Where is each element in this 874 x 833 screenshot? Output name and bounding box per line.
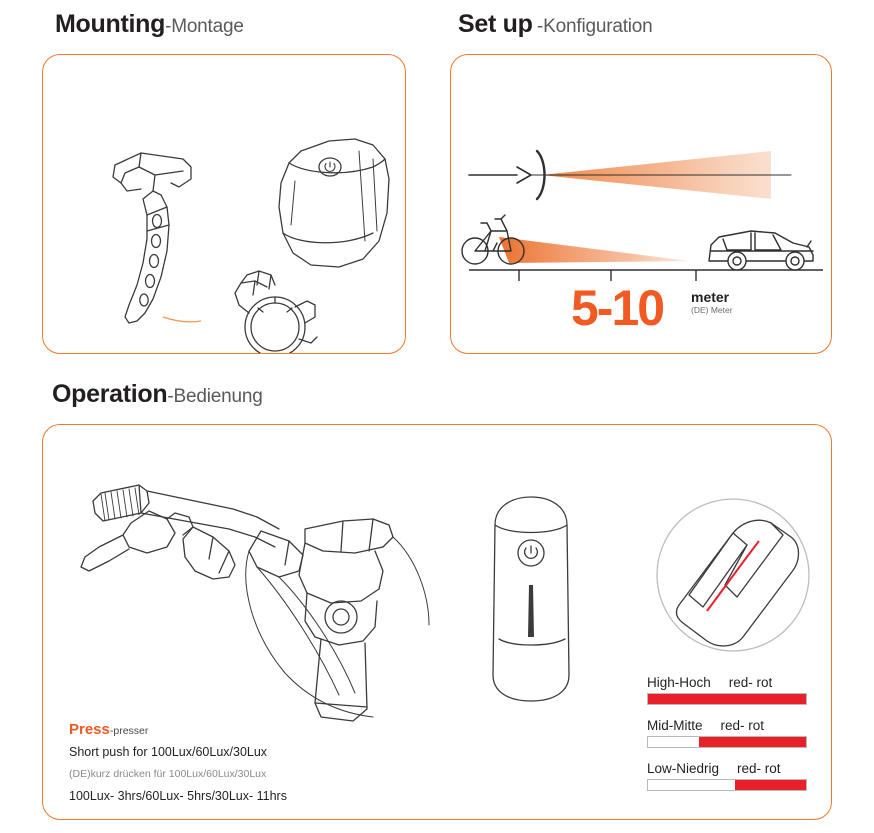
legend-color-high: red- rot: [728, 675, 773, 690]
legend-color-mid: red- rot: [720, 718, 765, 733]
operation-subtitle: -Bedienung: [167, 386, 263, 407]
operation-line-3: 100Lux- 3hrs/60Lux- 5hrs/30Lux- 11hrs: [69, 789, 287, 803]
legend-bar-high: [647, 693, 807, 705]
setup-unit-de: (DE) Meter: [691, 305, 733, 315]
legend-fill-high: [648, 694, 806, 704]
setup-heading: [458, 12, 653, 37]
mounting-title: Mounting: [55, 10, 166, 38]
legend-fill-low: [735, 780, 806, 790]
operation-line-2: (DE)kurz drücken für 100Lux/60Lux/30Lux: [69, 768, 267, 780]
press-word: Press: [69, 721, 110, 738]
setup-subtitle: -Konfiguration: [537, 16, 653, 37]
legend-row-high: [647, 675, 807, 705]
operation-line-1: Short push for 100Lux/60Lux/30Lux: [69, 745, 268, 759]
legend-row-low: [647, 761, 807, 791]
mounting-panel: [42, 54, 406, 354]
legend-level-high: High-Hoch: [647, 675, 711, 690]
mounting-heading: [55, 12, 244, 37]
legend-row-mid: [647, 718, 807, 748]
legend-level-low: Low-Niedrig: [647, 761, 720, 776]
brightness-legend: [647, 675, 807, 804]
setup-title: Set up: [458, 10, 533, 38]
press-line: [69, 722, 148, 738]
operation-title: Operation: [52, 380, 168, 408]
operation-heading: [52, 382, 263, 407]
setup-distance: 5-10: [571, 280, 664, 336]
setup-panel: [450, 54, 832, 354]
legend-color-low: red- rot: [737, 761, 781, 776]
legend-fill-mid: [699, 737, 806, 747]
legend-bar-mid: [647, 736, 807, 748]
mounting-illustration: [43, 55, 405, 353]
legend-level-mid: Mid-Mitte: [647, 718, 703, 733]
legend-bar-low: [647, 779, 807, 791]
operation-panel: [42, 424, 832, 820]
mounting-subtitle: -Montage: [165, 16, 244, 37]
setup-unit: meter: [691, 289, 730, 305]
press-sub: -presser: [109, 725, 149, 737]
